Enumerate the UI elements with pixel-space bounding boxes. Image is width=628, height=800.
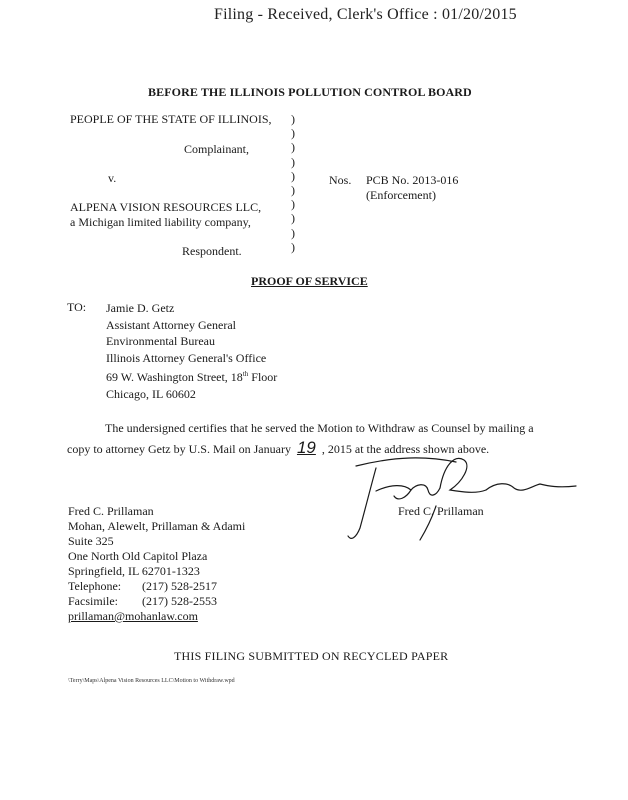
paren: ) — [291, 154, 295, 169]
case-type: (Enforcement) — [366, 188, 436, 202]
sender-suite: Suite 325 — [68, 534, 114, 548]
sender-block — [68, 504, 245, 624]
handwritten-day: 19 — [296, 438, 316, 457]
complainant-role: Complainant, — [184, 142, 249, 156]
phone-label: Telephone: — [68, 579, 122, 593]
paren: ) — [291, 211, 295, 226]
versus-label: v. — [108, 171, 117, 185]
proof-of-service-title: PROOF OF SERVICE — [251, 274, 368, 288]
sender-email-link[interactable]: prillaman@mohanlaw.com — [68, 609, 198, 623]
to-label: TO: — [67, 300, 87, 314]
sender-name: Fred C. Prillaman — [68, 504, 154, 518]
sender-phone-row — [68, 579, 245, 594]
recipient-bureau: Environmental Bureau — [106, 334, 215, 348]
caption-parentheses — [291, 112, 295, 254]
recipient-city: Chicago, IL 60602 — [106, 386, 196, 401]
phone-number: (217) 528-2517 — [142, 579, 217, 593]
certification-line-2: copy to attorney Getz by U.S. Mail on January 19 , 2015 at the address shown above. — [67, 438, 490, 457]
paren: ) — [291, 197, 295, 212]
recycled-paper-notice: THIS FILING SUBMITTED ON RECYCLED PAPER — [174, 649, 449, 663]
recipient-address — [106, 300, 277, 402]
paren: ) — [291, 112, 295, 126]
respondent-name: ALPENA VISION RESOURCES LLC, — [70, 200, 262, 214]
paren: ) — [291, 239, 295, 254]
board-heading: BEFORE THE ILLINOIS POLLUTION CONTROL BOARD — [148, 85, 472, 99]
sender-firm: Mohan, Alewelt, Prillaman & Adami — [68, 519, 246, 533]
respondent-description: a Michigan limited liability company, — [70, 215, 251, 229]
fax-label: Facsimile: — [68, 594, 118, 608]
recipient-name: Jamie D. Getz — [106, 301, 175, 315]
recipient-street: 69 W. Washington Street, 18th Floor — [106, 370, 278, 384]
file-path: \Terry\Maps\Alpena Vision Resources LLC\Motion to Withdraw.wpd — [68, 678, 235, 684]
signature-name: Fred C. Prillaman — [398, 504, 484, 518]
paren: ) — [291, 140, 295, 155]
respondent-role: Respondent. — [182, 244, 242, 258]
paren: ) — [291, 126, 295, 141]
paren: ) — [291, 225, 295, 240]
fax-number: (217) 528-2553 — [142, 594, 217, 608]
sender-fax-row — [68, 594, 245, 609]
recipient-title: Assistant Attorney General — [106, 317, 236, 332]
recipient-office: Illinois Attorney General's Office — [106, 350, 267, 365]
sender-city: Springfield, IL 62701-1323 — [68, 564, 200, 578]
nos-label: Nos. — [329, 173, 352, 187]
sender-plaza: One North Old Capitol Plaza — [68, 549, 208, 563]
signature-graphic — [336, 446, 586, 546]
complainant-name: PEOPLE OF THE STATE OF ILLINOIS, — [70, 112, 272, 126]
paren: ) — [291, 168, 295, 183]
case-number: PCB No. 2013-016 — [366, 173, 459, 187]
filing-stamp: Filing - Received, Clerk's Office : 01/20/2015 — [214, 6, 517, 23]
certification-line-1: The undersigned certifies that he served the Motion to Withdraw as Counsel by mailing a — [105, 421, 534, 435]
paren: ) — [291, 182, 295, 197]
